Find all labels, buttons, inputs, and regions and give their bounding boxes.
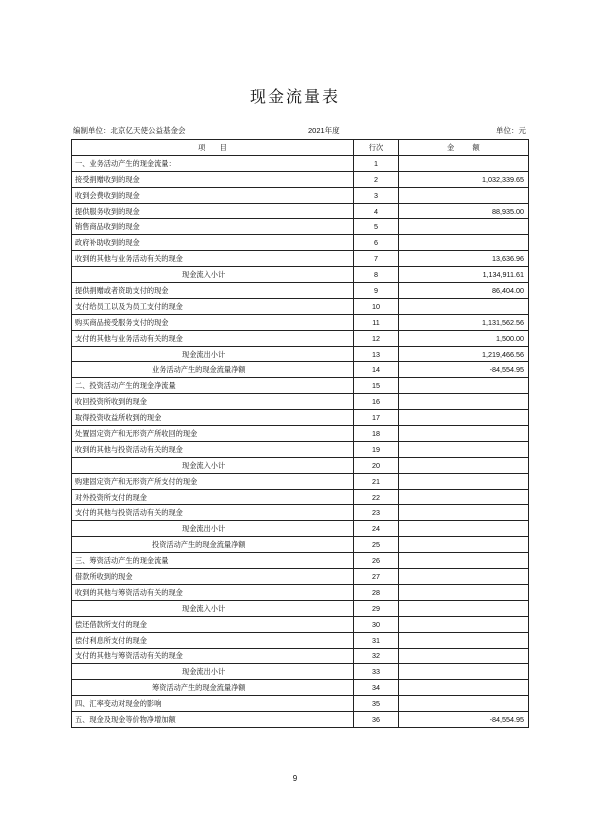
- row-line-number: 3: [354, 187, 399, 203]
- table-row: [72, 346, 529, 362]
- row-item: 提供捐赠或者资助支付的现金: [72, 283, 354, 299]
- table-row: [72, 187, 529, 203]
- currency-unit: 单位：元: [496, 126, 526, 135]
- row-amount: [399, 489, 529, 505]
- row-amount: -84,554.95: [399, 712, 529, 728]
- table-row: [72, 680, 529, 696]
- row-amount: [399, 648, 529, 664]
- row-item: 对外投资所支付的现金: [72, 489, 354, 505]
- table-header-row: [72, 140, 529, 156]
- report-meta: [73, 125, 526, 137]
- row-line-number: 19: [354, 441, 399, 457]
- header-line: 行次: [354, 140, 399, 156]
- table-row: [72, 378, 529, 394]
- table-row: [72, 600, 529, 616]
- row-line-number: 20: [354, 457, 399, 473]
- table-row: [72, 235, 529, 251]
- table-row: [72, 584, 529, 600]
- row-item: 业务活动产生的现金流量净额: [72, 362, 354, 378]
- row-item: 现金流入小计: [72, 457, 354, 473]
- row-line-number: 13: [354, 346, 399, 362]
- table-row: [72, 298, 529, 314]
- row-line-number: 11: [354, 314, 399, 330]
- table-row: [72, 457, 529, 473]
- row-line-number: 12: [354, 330, 399, 346]
- row-line-number: 27: [354, 569, 399, 585]
- row-amount: [399, 187, 529, 203]
- row-item: 现金流入小计: [72, 267, 354, 283]
- row-amount: [399, 696, 529, 712]
- row-item: 收到的其他与投资活动有关的现金: [72, 441, 354, 457]
- row-amount: [399, 394, 529, 410]
- row-item: 购建固定资产和无形资产所支付的现金: [72, 473, 354, 489]
- row-amount: [399, 219, 529, 235]
- table-body: [72, 155, 529, 727]
- row-line-number: 23: [354, 505, 399, 521]
- row-item: 三、筹资活动产生的现金流量: [72, 553, 354, 569]
- row-line-number: 21: [354, 473, 399, 489]
- row-amount: 1,500.00: [399, 330, 529, 346]
- row-item: 收回投资所收到的现金: [72, 394, 354, 410]
- row-item: 政府补助收到的现金: [72, 235, 354, 251]
- row-amount: [399, 632, 529, 648]
- row-amount: [399, 537, 529, 553]
- table-row: [72, 219, 529, 235]
- row-amount: [399, 457, 529, 473]
- row-amount: [399, 616, 529, 632]
- row-amount: [399, 441, 529, 457]
- row-amount: 1,032,339.65: [399, 171, 529, 187]
- table-row: [72, 537, 529, 553]
- table-row: [72, 473, 529, 489]
- row-amount: [399, 664, 529, 680]
- table-row: [72, 394, 529, 410]
- row-line-number: 16: [354, 394, 399, 410]
- row-line-number: 1: [354, 155, 399, 171]
- row-item: 提供服务收到的现金: [72, 203, 354, 219]
- row-line-number: 2: [354, 171, 399, 187]
- table-row: [72, 426, 529, 442]
- organization-label: 编制单位：北京亿天使公益基金会: [73, 126, 186, 135]
- row-line-number: 35: [354, 696, 399, 712]
- table-row: [72, 171, 529, 187]
- row-amount: [399, 600, 529, 616]
- page-number: 9: [292, 774, 298, 783]
- row-line-number: 5: [354, 219, 399, 235]
- table-row: [72, 521, 529, 537]
- row-line-number: 25: [354, 537, 399, 553]
- row-amount: [399, 235, 529, 251]
- row-line-number: 4: [354, 203, 399, 219]
- row-item: 收到会费收到的现金: [72, 187, 354, 203]
- row-amount: 86,404.00: [399, 283, 529, 299]
- row-item: 偿付利息所支付的现金: [72, 632, 354, 648]
- row-item: 借款所收到的现金: [72, 569, 354, 585]
- row-item: 支付的其他与业务活动有关的现金: [72, 330, 354, 346]
- table-row: [72, 314, 529, 330]
- header-amount: 金 额: [399, 140, 529, 156]
- row-amount: [399, 410, 529, 426]
- row-item: 处置固定资产和无形资产所收回的现金: [72, 426, 354, 442]
- row-line-number: 36: [354, 712, 399, 728]
- row-amount: [399, 569, 529, 585]
- row-item: 投资活动产生的现金流量净额: [72, 537, 354, 553]
- table-row: [72, 155, 529, 171]
- table-row: [72, 203, 529, 219]
- row-line-number: 26: [354, 553, 399, 569]
- row-item: 一、业务活动产生的现金流量：: [72, 155, 354, 171]
- table-row: [72, 251, 529, 267]
- row-line-number: 9: [354, 283, 399, 299]
- page-title: 现金流量表: [249, 87, 340, 106]
- table-row: [72, 648, 529, 664]
- row-line-number: 31: [354, 632, 399, 648]
- row-line-number: 24: [354, 521, 399, 537]
- row-amount: [399, 378, 529, 394]
- table-row: [72, 616, 529, 632]
- row-line-number: 29: [354, 600, 399, 616]
- row-item: 购买商品接受服务支付的现金: [72, 314, 354, 330]
- row-amount: 88,935.00: [399, 203, 529, 219]
- table-row: [72, 330, 529, 346]
- row-amount: [399, 155, 529, 171]
- row-line-number: 6: [354, 235, 399, 251]
- table-row: [72, 410, 529, 426]
- table-row: [72, 553, 529, 569]
- row-item: 偿还借款所支付的现金: [72, 616, 354, 632]
- row-item: 二、投资活动产生的现金净流量: [72, 378, 354, 394]
- table-row: [72, 489, 529, 505]
- row-amount: [399, 584, 529, 600]
- row-amount: [399, 473, 529, 489]
- report-year: 2021年度: [308, 126, 340, 135]
- row-item: 现金流入小计: [72, 600, 354, 616]
- row-amount: 1,219,466.56: [399, 346, 529, 362]
- row-amount: [399, 680, 529, 696]
- table-row: [72, 283, 529, 299]
- row-amount: 1,134,911.61: [399, 267, 529, 283]
- row-item: 销售商品收到的现金: [72, 219, 354, 235]
- row-amount: [399, 426, 529, 442]
- row-line-number: 18: [354, 426, 399, 442]
- table-row: [72, 441, 529, 457]
- row-item: 收到的其他与业务活动有关的现金: [72, 251, 354, 267]
- table-row: [72, 712, 529, 728]
- row-amount: [399, 505, 529, 521]
- row-line-number: 33: [354, 664, 399, 680]
- row-amount: [399, 521, 529, 537]
- table-row: [72, 632, 529, 648]
- row-item: 筹资活动产生的现金流量净额: [72, 680, 354, 696]
- row-line-number: 28: [354, 584, 399, 600]
- row-item: 四、汇率变动对现金的影响: [72, 696, 354, 712]
- row-item: 支付的其他与筹资活动有关的现金: [72, 648, 354, 664]
- row-item: 接受捐赠收到的现金: [72, 171, 354, 187]
- row-line-number: 8: [354, 267, 399, 283]
- row-item: 支付给员工以及为员工支付的现金: [72, 298, 354, 314]
- row-line-number: 15: [354, 378, 399, 394]
- row-amount: [399, 298, 529, 314]
- row-amount: 13,636.96: [399, 251, 529, 267]
- table-row: [72, 696, 529, 712]
- row-line-number: 32: [354, 648, 399, 664]
- row-line-number: 30: [354, 616, 399, 632]
- cash-flow-table: [71, 139, 529, 728]
- row-line-number: 7: [354, 251, 399, 267]
- row-line-number: 34: [354, 680, 399, 696]
- table-row: [72, 362, 529, 378]
- row-item: 现金流出小计: [72, 664, 354, 680]
- row-line-number: 22: [354, 489, 399, 505]
- row-line-number: 10: [354, 298, 399, 314]
- table-row: [72, 505, 529, 521]
- row-item: 五、现金及现金等价物净增加额: [72, 712, 354, 728]
- row-amount: [399, 553, 529, 569]
- header-item: 项 目: [72, 140, 354, 156]
- row-amount: 1,131,562.56: [399, 314, 529, 330]
- row-item: 收到的其他与筹资活动有关的现金: [72, 584, 354, 600]
- table-row: [72, 267, 529, 283]
- row-line-number: 14: [354, 362, 399, 378]
- row-item: 现金流出小计: [72, 521, 354, 537]
- row-item: 取得投资收益所收到的现金: [72, 410, 354, 426]
- table-row: [72, 664, 529, 680]
- row-amount: -84,554.95: [399, 362, 529, 378]
- row-item: 现金流出小计: [72, 346, 354, 362]
- row-line-number: 17: [354, 410, 399, 426]
- row-item: 支付的其他与投资活动有关的现金: [72, 505, 354, 521]
- table-row: [72, 569, 529, 585]
